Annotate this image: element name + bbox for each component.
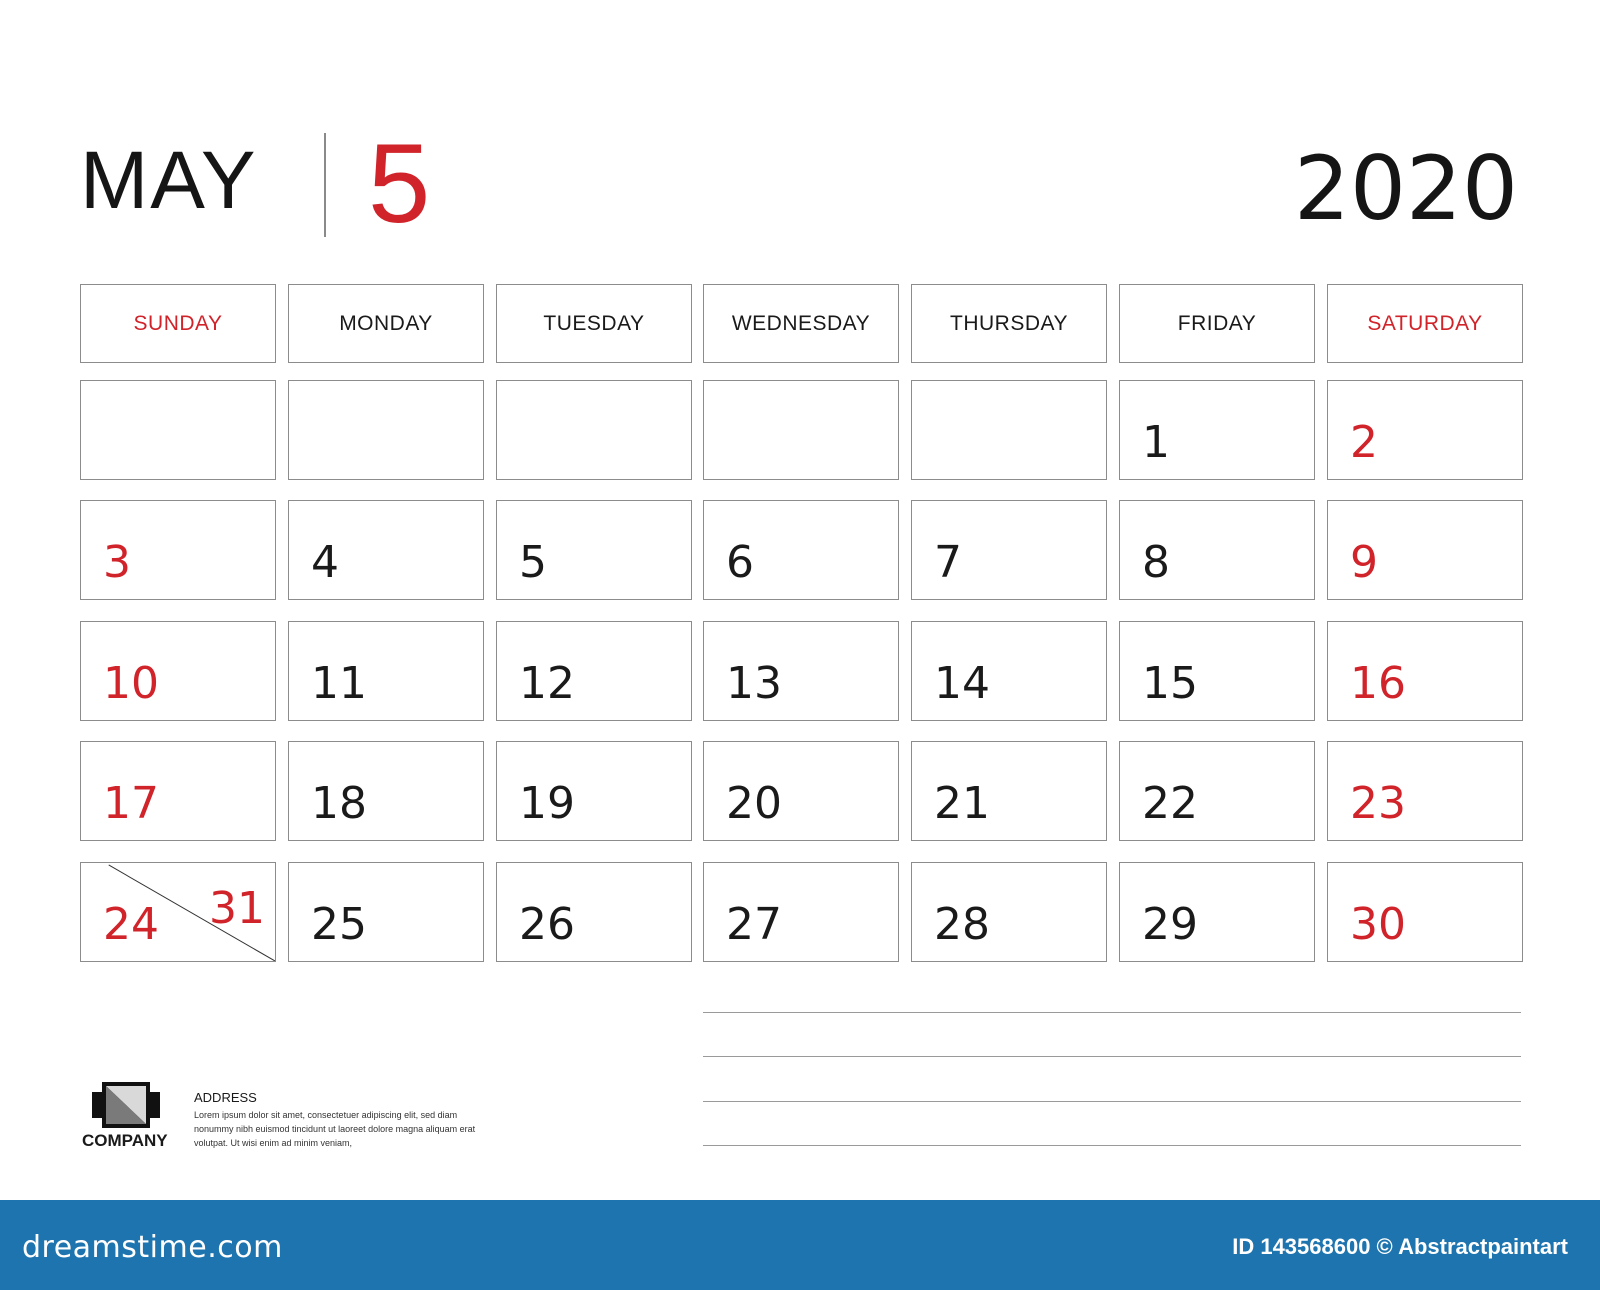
day-cell[interactable] [703, 621, 899, 721]
year: 2020 [1294, 137, 1518, 240]
month-name: MAY [80, 135, 258, 226]
title-divider [324, 133, 326, 237]
footer-bar [0, 1200, 1600, 1290]
day-number: 8 [1142, 537, 1170, 588]
day-number: 31 [209, 883, 265, 934]
notes-line [703, 1056, 1521, 1057]
day-number: 26 [519, 899, 575, 950]
day-number: 27 [726, 899, 782, 950]
day-cell[interactable] [1119, 500, 1315, 600]
footer-site-link[interactable]: dreamstime.com [22, 1230, 283, 1265]
day-cell[interactable] [288, 741, 484, 841]
day-cell[interactable] [911, 862, 1107, 962]
day-number: 10 [103, 658, 159, 709]
day-cell[interactable] [703, 741, 899, 841]
day-number: 29 [1142, 899, 1198, 950]
day-number: 17 [103, 778, 159, 829]
weekday-header: WEDNESDAY [703, 284, 899, 363]
day-cell[interactable] [1119, 862, 1315, 962]
day-cell[interactable] [1119, 741, 1315, 841]
day-cell[interactable] [80, 621, 276, 721]
day-cell[interactable] [80, 500, 276, 600]
company-logo-icon [92, 1082, 160, 1128]
day-cell[interactable] [1327, 621, 1523, 721]
day-number: 18 [311, 778, 367, 829]
notes-line [703, 1012, 1521, 1013]
day-number: 14 [934, 658, 990, 709]
footer-credit: ID 143568600 © Abstractpaintart [1232, 1234, 1568, 1259]
day-cell[interactable] [80, 862, 276, 962]
day-number: 23 [1350, 778, 1406, 829]
day-cell[interactable] [1327, 862, 1523, 962]
day-cell[interactable] [1119, 380, 1315, 480]
day-cell[interactable] [1327, 741, 1523, 841]
day-cell[interactable] [288, 380, 484, 480]
day-number: 11 [311, 658, 367, 709]
day-cell[interactable] [911, 741, 1107, 841]
day-cell[interactable] [1119, 621, 1315, 721]
day-cell[interactable] [496, 621, 692, 721]
day-number: 15 [1142, 658, 1198, 709]
day-number: 25 [311, 899, 367, 950]
weekday-header: TUESDAY [496, 284, 692, 363]
day-cell[interactable] [911, 500, 1107, 600]
month-number: 5 [368, 121, 431, 246]
day-cell[interactable] [1327, 500, 1523, 600]
day-number: 7 [934, 537, 962, 588]
day-cell[interactable] [496, 862, 692, 962]
day-cell[interactable] [80, 380, 276, 480]
notes-line [703, 1101, 1521, 1102]
day-cell[interactable] [703, 380, 899, 480]
day-number: 24 [103, 899, 159, 950]
day-number: 20 [726, 778, 782, 829]
weekday-header: THURSDAY [911, 284, 1107, 363]
day-cell[interactable] [703, 862, 899, 962]
day-number: 3 [103, 537, 131, 588]
day-number: 16 [1350, 658, 1406, 709]
day-number: 9 [1350, 537, 1378, 588]
day-cell[interactable] [288, 862, 484, 962]
day-cell[interactable] [911, 380, 1107, 480]
weekday-header: SATURDAY [1327, 284, 1523, 363]
day-number: 4 [311, 537, 339, 588]
day-number: 13 [726, 658, 782, 709]
day-number: 30 [1350, 899, 1406, 950]
address-label: ADDRESS [194, 1090, 257, 1105]
day-cell[interactable] [496, 380, 692, 480]
day-number: 2 [1350, 417, 1378, 468]
day-cell[interactable] [703, 500, 899, 600]
day-cell[interactable] [496, 500, 692, 600]
day-number: 6 [726, 537, 754, 588]
day-number: 22 [1142, 778, 1198, 829]
day-cell[interactable] [80, 741, 276, 841]
day-cell[interactable] [496, 741, 692, 841]
weekday-header: MONDAY [288, 284, 484, 363]
day-cell[interactable] [288, 500, 484, 600]
notes-line [703, 1145, 1521, 1146]
day-number: 28 [934, 899, 990, 950]
day-number: 1 [1142, 417, 1170, 468]
day-number: 21 [934, 778, 990, 829]
day-cell[interactable] [911, 621, 1107, 721]
day-number: 19 [519, 778, 575, 829]
address-text: Lorem ipsum dolor sit amet, consectetuer adipiscing elit, sed diam nonummy nibh euismod tincidunt ut laoreet dolore magna aliquam erat volutpat. Ut wisi enim ad minim veniam, [194, 1110, 476, 1148]
weekday-header: FRIDAY [1119, 284, 1315, 363]
day-number: 12 [519, 658, 575, 709]
company-name: COMPANY [82, 1131, 168, 1150]
day-number: 5 [519, 537, 547, 588]
weekday-header: SUNDAY [80, 284, 276, 363]
day-cell[interactable] [288, 621, 484, 721]
day-cell[interactable] [1327, 380, 1523, 480]
